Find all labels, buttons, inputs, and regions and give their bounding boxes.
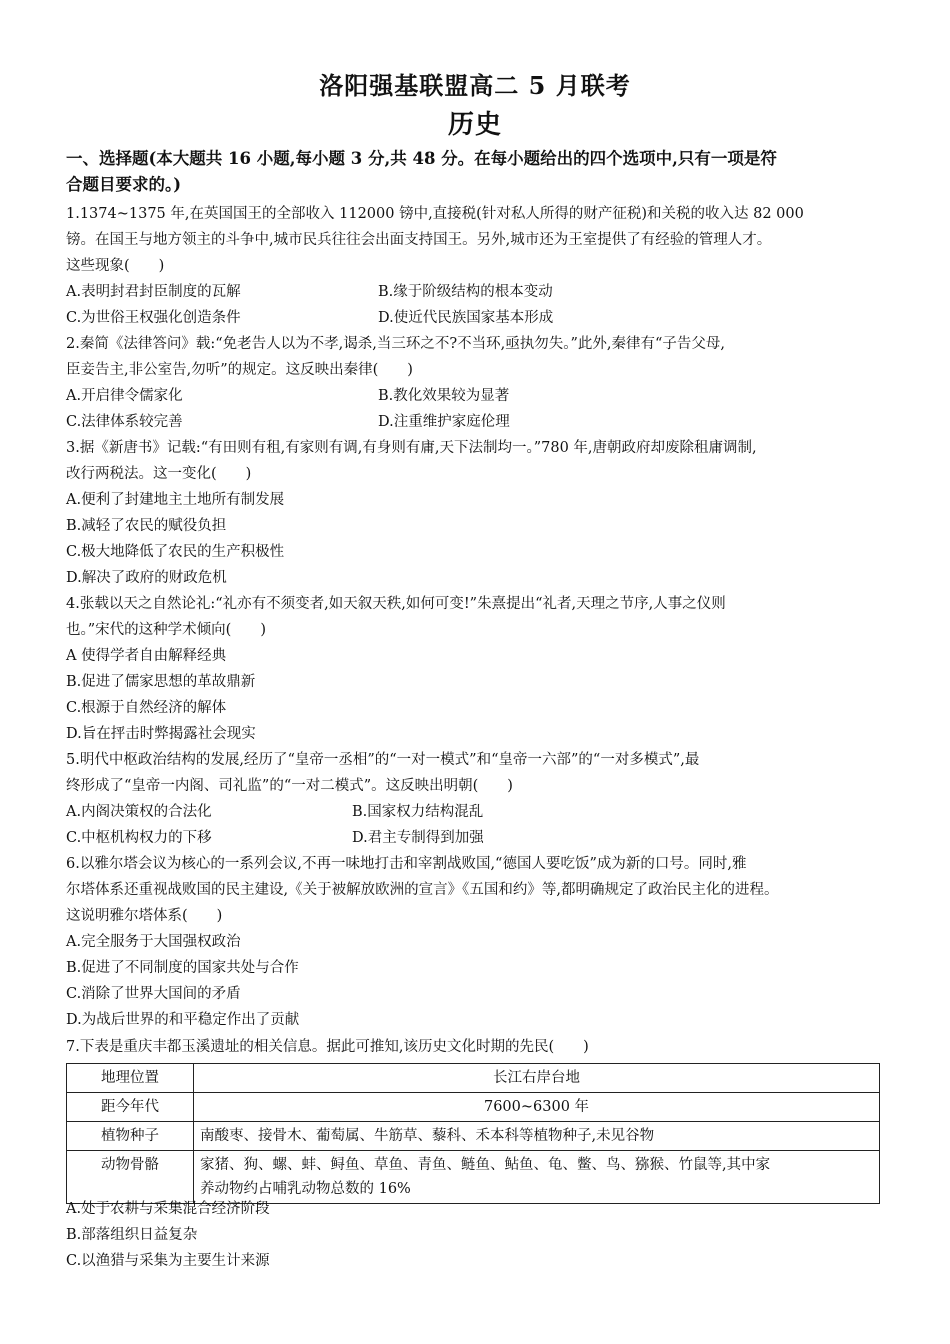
table-cell: 植物种子 bbox=[67, 1122, 194, 1151]
q6-option-b: B.促进了不同制度的国家共处与合作 bbox=[66, 960, 299, 976]
table-cell: 动物骨骼 bbox=[67, 1151, 194, 1204]
q1-stem-line: 这些现象( ) bbox=[66, 258, 165, 274]
q1-stem-line: 镑。在国王与地方领主的斗争中,城市民兵往往会出面支持国王。另外,城市还为王室提供了有经验的管理人才。 bbox=[66, 232, 772, 248]
section-heading bbox=[66, 146, 896, 198]
q2-stem-line: 2.秦简《法律答问》载:“免老告人以为不孝,谒杀,当三环之不?不当环,亟执勿失。”此外,秦律有“子告父母, bbox=[66, 336, 726, 352]
q3-stem-line: 3.据《新唐书》记载:“有田则有租,有家则有调,有身则有庸,天下法制均一。”780 年,唐朝政府却废除租庸调制, bbox=[66, 440, 757, 456]
q6-stem-line: 尔塔体系还重视战败国的民主建设,《关于被解放欧洲的宣言》《五国和约》等,都明确规定了政治民主化的进程。 bbox=[66, 882, 779, 898]
q4-option-c: C.根源于自然经济的解体 bbox=[66, 700, 227, 716]
q6-stem-line: 这说明雅尔塔体系( ) bbox=[66, 908, 223, 924]
q7-stem-line: 7.下表是重庆丰都玉溪遗址的相关信息。据此可推知,该历史文化时期的先民( ) bbox=[66, 1039, 589, 1055]
section-heading-line: 合题目要求的。) bbox=[66, 175, 182, 194]
q3-option-b: B.减轻了农民的赋役负担 bbox=[66, 518, 227, 534]
q4-option-b: B.促进了儒家思想的革故鼎新 bbox=[66, 674, 256, 690]
q2-option-b: B.教化效果较为显著 bbox=[378, 388, 510, 404]
exam-title: 洛阳强基联盟高二 5 月联考 bbox=[319, 71, 631, 100]
q2-option-c: C.法律体系较完善 bbox=[66, 414, 183, 430]
q5-option-a: A.内阁决策权的合法化 bbox=[66, 804, 212, 820]
q5-stem-line: 终形成了“皇帝一内阁、司礼监”的“一对二模式”。这反映出明朝( ) bbox=[66, 778, 513, 794]
table-row bbox=[67, 1151, 880, 1204]
table-cell: 距今年代 bbox=[67, 1093, 194, 1122]
q5-stem-line: 5.明代中枢政治结构的发展,经历了“皇帝一丞相”的“一对一模式”和“皇帝一六部”的“一对多模式”,最 bbox=[66, 752, 700, 768]
q6-option-a: A.完全服务于大国强权政治 bbox=[66, 934, 241, 950]
subject-title: 历史 bbox=[447, 110, 502, 140]
q2-option-d: D.注重维护家庭伦理 bbox=[378, 414, 510, 430]
q6-option-c: C.消除了世界大国间的矛盾 bbox=[66, 986, 241, 1002]
q3-stem-line: 改行两税法。这一变化( ) bbox=[66, 466, 252, 482]
table-cell bbox=[194, 1151, 880, 1204]
section-heading-line: 一、选择题(本大题共 16 小题,每小题 3 分,共 48 分。在每小题给出的四个选项中,只有一项是符 bbox=[66, 149, 777, 168]
q3-option-c: C.极大地降低了农民的生产积极性 bbox=[66, 544, 285, 560]
q1-stem-line: 1.1374~1375 年,在英国国王的全部收入 112000 镑中,直接税(针对私人所得的财产征税)和关税的收入达 82 000 bbox=[66, 206, 804, 222]
q4-option-a: A 使得学者自由解释经典 bbox=[66, 648, 227, 664]
q1-option-c: C.为世俗王权强化创造条件 bbox=[66, 310, 241, 326]
q7-option-c: C.以渔猎与采集为主要生计来源 bbox=[66, 1253, 270, 1269]
q5-option-b: B.国家权力结构混乱 bbox=[352, 804, 484, 820]
q2-stem-line: 臣妾告主,非公室告,勿听”的规定。这反映出秦律( ) bbox=[66, 362, 413, 378]
q3-option-d: D.解决了政府的财政危机 bbox=[66, 570, 227, 586]
table-cell: 7600~6300 年 bbox=[194, 1093, 880, 1122]
table-cell: 地理位置 bbox=[67, 1064, 194, 1093]
table-cell: 南酸枣、接骨木、葡萄属、牛筋草、藜科、禾本科等植物种子,未见谷物 bbox=[194, 1122, 880, 1151]
table-cell-line: 养动物约占哺乳动物总数的 16% bbox=[200, 1181, 411, 1197]
q7-option-b: B.部落组织日益复杂 bbox=[66, 1227, 198, 1243]
q4-stem-line: 4.张载以天之自然论礼:“礼亦有不须变者,如天叙天秩,如何可变!”朱熹提出“礼者,天理之节序,人事之仪则 bbox=[66, 596, 726, 612]
q1-option-d: D.使近代民族国家基本形成 bbox=[378, 310, 554, 326]
table-cell-line: 家猪、狗、螺、蚌、鲟鱼、草鱼、青鱼、鲢鱼、鲇鱼、龟、鳖、鸟、猕猴、竹鼠等,其中家 bbox=[200, 1157, 771, 1173]
q2-option-a: A.开启律令儒家化 bbox=[66, 388, 183, 404]
table-row bbox=[67, 1064, 880, 1093]
table-row bbox=[67, 1093, 880, 1122]
q1-option-a: A.表明封君封臣制度的瓦解 bbox=[66, 284, 241, 300]
table-cell: 长江右岸台地 bbox=[194, 1064, 880, 1093]
q4-stem-line: 也。”宋代的这种学术倾向( ) bbox=[66, 622, 266, 638]
q6-stem-line: 6.以雅尔塔会议为核心的一系列会议,不再一味地打击和宰割战败国,“德国人要吃饭”成为新的口号。同时,雅 bbox=[66, 856, 747, 872]
q1-option-b: B.缘于阶级结构的根本变动 bbox=[378, 284, 553, 300]
table-row bbox=[67, 1122, 880, 1151]
q7-info-table bbox=[66, 1063, 880, 1204]
q5-option-c: C.中枢机构权力的下移 bbox=[66, 830, 212, 846]
q5-option-d: D.君主专制得到加强 bbox=[352, 830, 484, 846]
q7-option-a: A.处于农耕与采集混合经济阶段 bbox=[66, 1201, 270, 1217]
q3-option-a: A.便利了封建地主土地所有制发展 bbox=[66, 492, 285, 508]
q4-option-d: D.旨在抨击时弊揭露社会现实 bbox=[66, 726, 256, 742]
q6-option-d: D.为战后世界的和平稳定作出了贡献 bbox=[66, 1012, 300, 1028]
